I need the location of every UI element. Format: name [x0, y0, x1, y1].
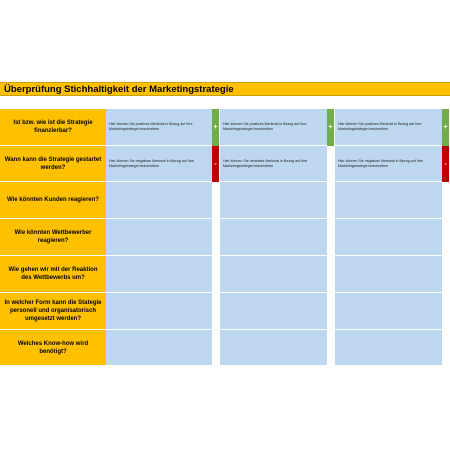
cell-text: Hier können Sie neutrales Merkmal in Bezug auf Ihre Marketingstrategie beschreiben — [223, 158, 308, 168]
cell-r3-c3[interactable] — [335, 182, 442, 219]
cell-r2-c2[interactable] — [220, 146, 327, 182]
cell-r7-c3[interactable] — [335, 330, 442, 366]
cell-r3-c2[interactable] — [220, 182, 327, 219]
cell-r6-c3[interactable] — [335, 293, 442, 330]
question-competition-response[interactable]: Wie gehen wir mit der Reaktion des Wettbewerbs um? — [0, 256, 106, 293]
cell-r5-c2[interactable] — [220, 256, 327, 293]
cell-r6-c2[interactable] — [220, 293, 327, 330]
negative-marker: - — [212, 146, 219, 182]
cell-text: Hier können Sie positives Merkmal in Bezug auf Ihre Marketingstrategie beschreiben — [109, 122, 193, 131]
cell-r1-c3[interactable] — [335, 109, 442, 146]
cell-r4-c2[interactable] — [220, 219, 327, 256]
cell-r2-c3[interactable] — [335, 146, 442, 182]
question-customers[interactable]: Wie könnten Kunden reagieren? — [0, 182, 106, 219]
cell-r5-c1[interactable] — [106, 256, 212, 293]
cell-r4-c3[interactable] — [335, 219, 442, 256]
cell-text: Hier können Sie positives Merkmal in Bezug auf Ihre Marketingstrategie beschreiben — [223, 122, 307, 131]
cell-r1-c1[interactable] — [106, 109, 212, 146]
cell-r1-c2[interactable] — [220, 109, 327, 146]
question-financing[interactable]: Ist bzw. wie ist die Strategie finanzierbar? — [0, 109, 106, 146]
cell-r6-c1[interactable] — [106, 293, 212, 330]
sheet-title: Überprüfung Stichhaltigkeit der Marketingstrategie — [0, 82, 450, 96]
question-implementation[interactable]: In welcher Form kann die Stategie personell und organisatorisch umgesetzt werden? — [0, 293, 106, 330]
cell-text: Hier können Sie positives Merkmal in Bezug auf Ihre Marketingstrategie beschreiben — [338, 122, 422, 131]
cell-r3-c1[interactable] — [106, 182, 212, 219]
positive-marker: + — [442, 109, 449, 146]
question-competitors[interactable]: Wie könnten Wettbewerber reagieren? — [0, 219, 106, 256]
cell-text: Hier können Sie negatives Merkmal in Bezug auf Ihre Marketingstrategie beschreiben — [109, 158, 194, 168]
cell-text: Hier können Sie negatives Merkmal in Bezug auf Ihre Marketingstrategie beschreiben — [338, 158, 423, 168]
cell-r7-c2[interactable] — [220, 330, 327, 366]
negative-marker: - — [442, 146, 449, 182]
cell-r7-c1[interactable] — [106, 330, 212, 366]
positive-marker: + — [212, 109, 219, 146]
cell-r5-c3[interactable] — [335, 256, 442, 293]
question-start[interactable]: Wann kann die Strategie gestartet werden? — [0, 146, 106, 182]
positive-marker: + — [327, 109, 334, 146]
cell-r4-c1[interactable] — [106, 219, 212, 256]
cell-r2-c1[interactable] — [106, 146, 212, 182]
question-knowhow[interactable]: Welches Know-how wird benötigt? — [0, 330, 106, 366]
